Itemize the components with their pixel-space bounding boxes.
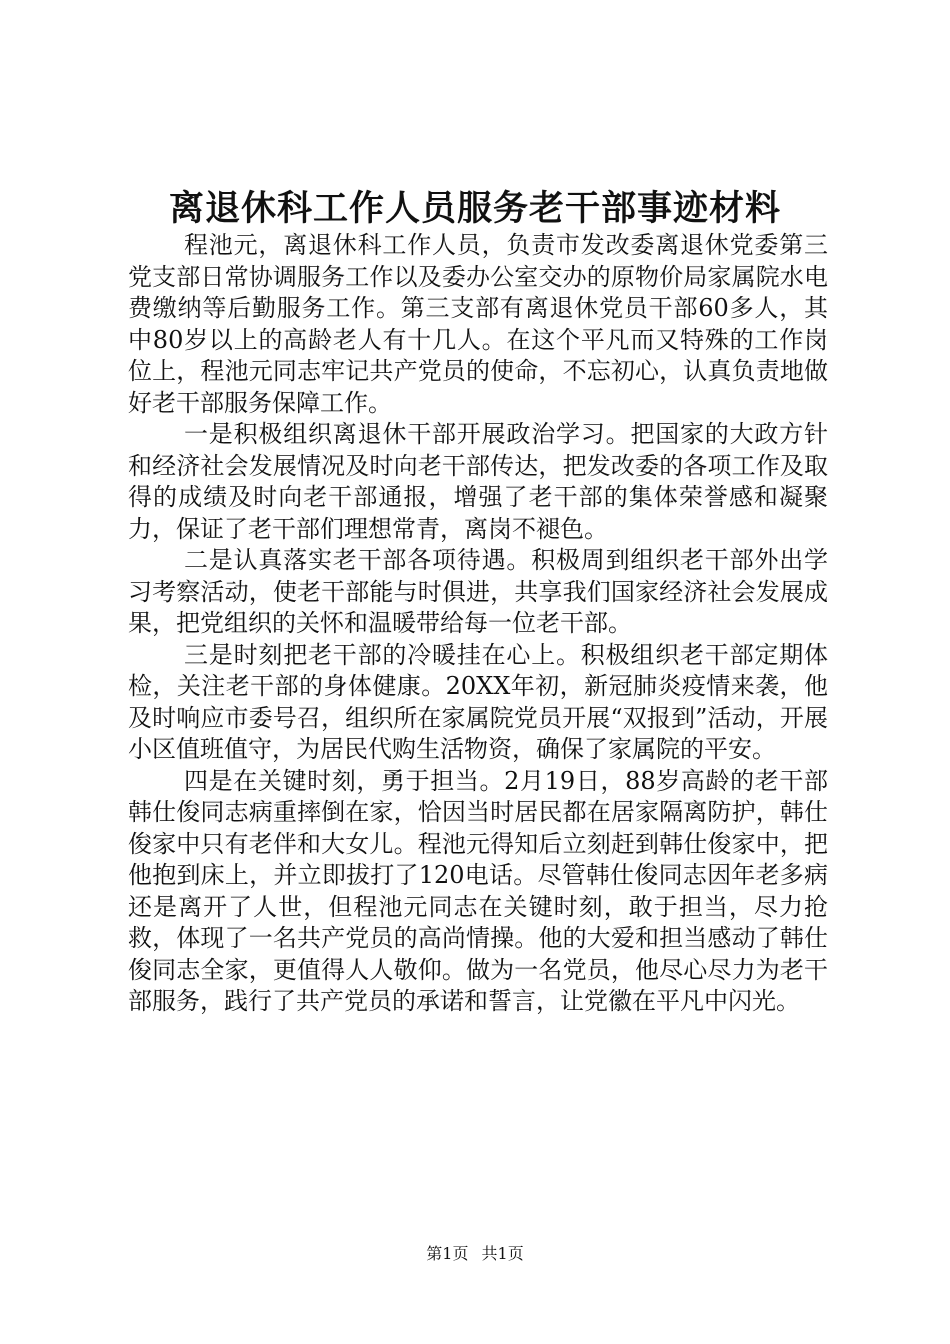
paragraph-point-3: 三是时刻把老干部的冷暖挂在心上。积极组织老干部定期体检，关注老干部的身体健康。20XX年初，新冠肺炎疫情来袭，他及时响应市委号召，组织所在家属院党员开展“双报到”活动，开展小区值班值守，为居民代购生活物资，确保了家属院的平安。 (128, 640, 828, 763)
paragraph-point-1: 一是积极组织离退休干部开展政治学习。把国家的大政方针和经济社会发展情况及时向老干部传达，把发改委的各项工作及取得的成绩及时向老干部通报，增强了老干部的集体荣誉感和凝聚力，保证了老干部们理想常青，离岗不褪色。 (128, 420, 828, 543)
paragraph-intro: 程池元，离退休科工作人员，负责市发改委离退休党委第三党支部日常协调服务工作以及委办公室交办的原物价局家属院水电费缴纳等后勤服务工作。第三支部有离退休党员干部60多人，其中80岁以上的高龄老人有十几人。在这个平凡而又特殊的工作岗位上，程池元同志牢记共产党员的使命，不忘初心，认真负责地做好老干部服务保障工作。 (128, 231, 828, 417)
page-total: 共1页 (481, 1244, 524, 1263)
paragraph-point-4: 四是在关键时刻，勇于担当。2月19日，88岁高龄的老干部韩仕俊同志病重摔倒在家，恰因当时居民都在居家隔离防护，韩仕俊家中只有老伴和大女儿。程池元得知后立刻赶到韩仕俊家中，把他抱到床上，并立即拔打了120电话。尽管韩仕俊同志因年老多病还是离开了人世，但程池元同志在关键时刻，敢于担当，尽力抢救，体现了一名共产党员的高尚情操。他的大爱和担当感动了韩仕俊同志全家，更值得人人敬仰。做为一名党员，他尽心尽力为老干部服务，践行了共产党员的承诺和誓言，让党徽在平凡中闪光。 (128, 766, 828, 1015)
paragraph-point-2: 二是认真落实老干部各项待遇。积极周到组织老干部外出学习考察活动，使老干部能与时俱进，共享我们国家经济社会发展成果，把党组织的关怀和温暖带给每一位老干部。 (128, 546, 828, 637)
page-footer (0, 1242, 950, 1266)
document-body (128, 230, 828, 1018)
page-number: 第1页 (426, 1244, 469, 1263)
document-title: 离退休科工作人员服务老干部事迹材料 (168, 188, 781, 229)
